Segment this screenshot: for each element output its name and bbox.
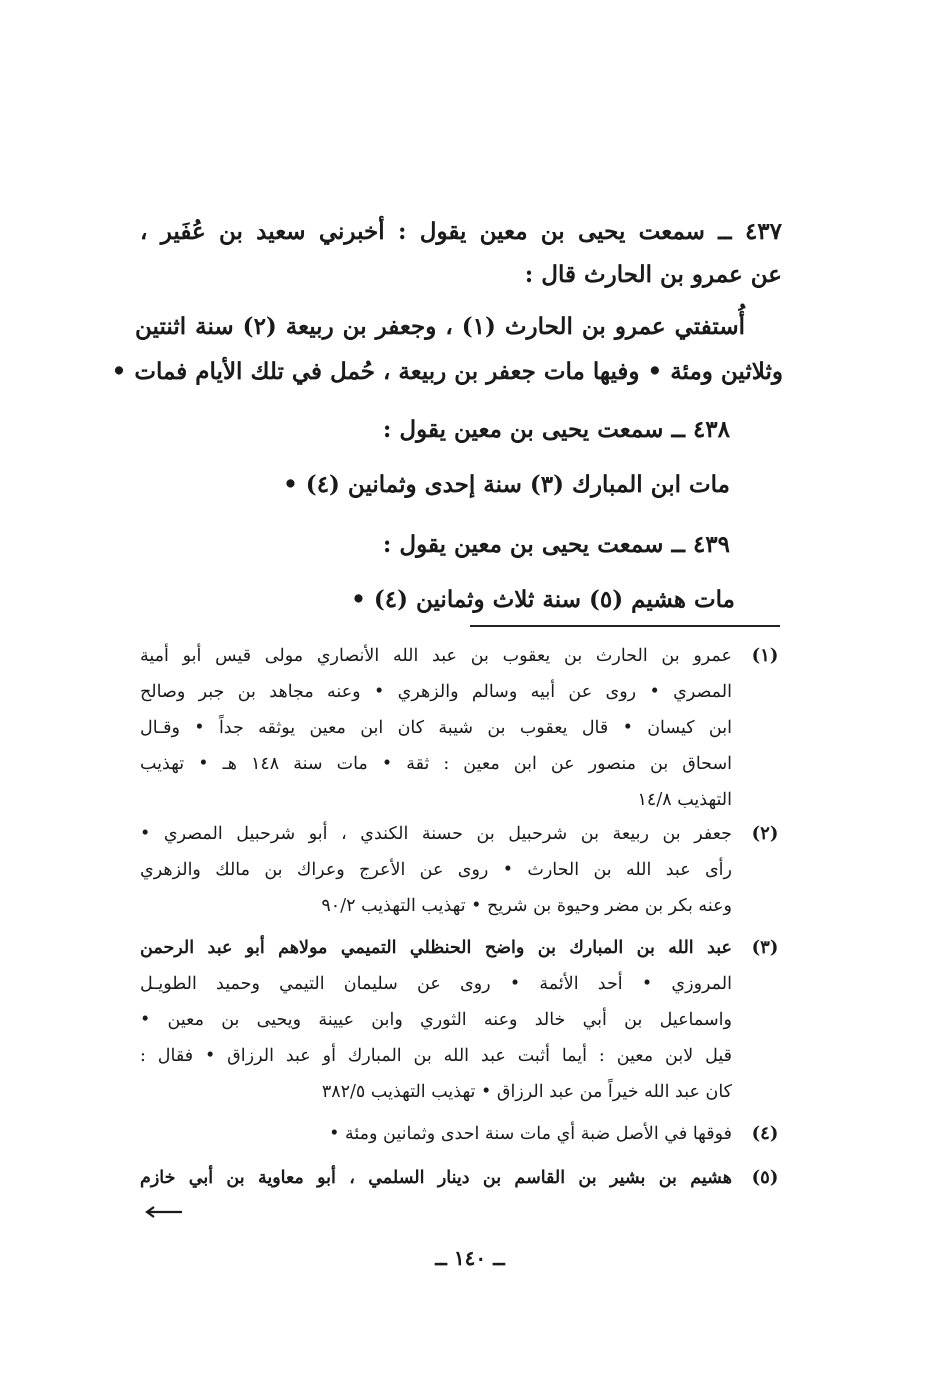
footnote-separator [470, 625, 780, 627]
footnote-1-line-2: المصري • روى عن أبيه وسالم والزهري • وعنه مجاهد بن جبر وصالح [140, 682, 732, 702]
footnote-3-number: (٣) [751, 937, 779, 958]
footnote-1-line-3: ابن كيسان • قال يعقوب بن شيبة كان ابن معين يوثقه جداً • وقـال [140, 718, 732, 738]
continuation-arrow-icon [145, 1205, 183, 1219]
footnote-1-line-4: اسحاق بن منصور عن ابن معين : ثقة • مات سنة ١٤٨ هـ • تهذيب [140, 754, 732, 774]
footnote-3-line-1: عبد الله بن المبارك بن واضح الحنظلي التميمي مولاهم أبو عبد الرحمن [140, 938, 732, 958]
entry-439-line-2: مات هشيم (٥) سنة ثلاث وثمانين (٤) • [351, 586, 735, 613]
footnote-5-number: (٥) [751, 1167, 779, 1188]
entry-438-line-1: ٤٣٨ ــ سمعت يحيى بن معين يقول : [382, 416, 730, 443]
footnote-1-number: (١) [751, 645, 779, 666]
footnote-5-line-1: هشيم بن بشير بن القاسم بن دينار السلمي ، أبو معاوية بن أبي خازم [140, 1168, 732, 1188]
footnote-2-line-1: جعفر بن ربيعة بن شرحبيل بن حسنة الكندي ، أبو شرحبيل المصري • [140, 824, 732, 844]
footnote-3-line-2: المروزي • أحد الأئمة • روى عن سليمان التيمي وحميد الطويـل [140, 974, 732, 994]
entry-439-line-1: ٤٣٩ ــ سمعت يحيى بن معين يقول : [382, 531, 730, 558]
entry-438-line-2: مات ابن المبارك (٣) سنة إحدى وثمانين (٤) • [283, 471, 730, 498]
footnote-3-line-5: كان عبد الله خيراً من عبد الرزاق • تهذيب التهذيب ٣٨٢/٥ [321, 1082, 732, 1102]
entry-437-line-1: ٤٣٧ ــ سمعت يحيى بن معين يقول : أخبرني سعيد بن عُفَير ، [140, 218, 782, 245]
entry-437-line-3: أُستفتي عمرو بن الحارث (١) ، وجعفر بن ربيعة (٢) سنة اثنتين [135, 313, 745, 340]
footnote-2-number: (٢) [751, 823, 779, 844]
footnote-2-line-2: رأى عبد الله بن الحارث • روى عن الأعرج وعراك بن مالك والزهري [140, 860, 732, 880]
footnote-4-line-1: فوقها في الأصل ضبة أي مات سنة احدى وثمانين ومئة • [329, 1124, 732, 1144]
footnote-1-line-1: عمرو بن الحارث بن يعقوب بن عبد الله الأنصاري مولى قيس أبو أمية [140, 646, 732, 666]
entry-437-line-4: وثلاثين ومئة • وفيها مات جعفر بن ربيعة ، حُمل في تلك الأيام فمات • [111, 358, 783, 385]
footnote-2-line-3: وعنه بكر بن مضر وحيوة بن شريح • تهذيب التهذيب ٩٠/٢ [321, 896, 732, 916]
page-number: ــ ١٤٠ ــ [435, 1246, 505, 1270]
footnote-3-line-3: واسماعيل بن أبي خالد وعنه الثوري وابن عيينة ويحيى بن معين • [140, 1010, 732, 1030]
footnote-4-number: (٤) [751, 1123, 779, 1144]
entry-437-line-2: عن عمرو بن الحارث قال : [524, 261, 782, 288]
footnote-1-line-5: التهذيب ١٤/٨ [637, 790, 732, 810]
footnote-3-line-4: قيل لابن معين : أيما أثبت عبد الله بن المبارك أو عبد الرزاق • فقال : [140, 1046, 732, 1066]
